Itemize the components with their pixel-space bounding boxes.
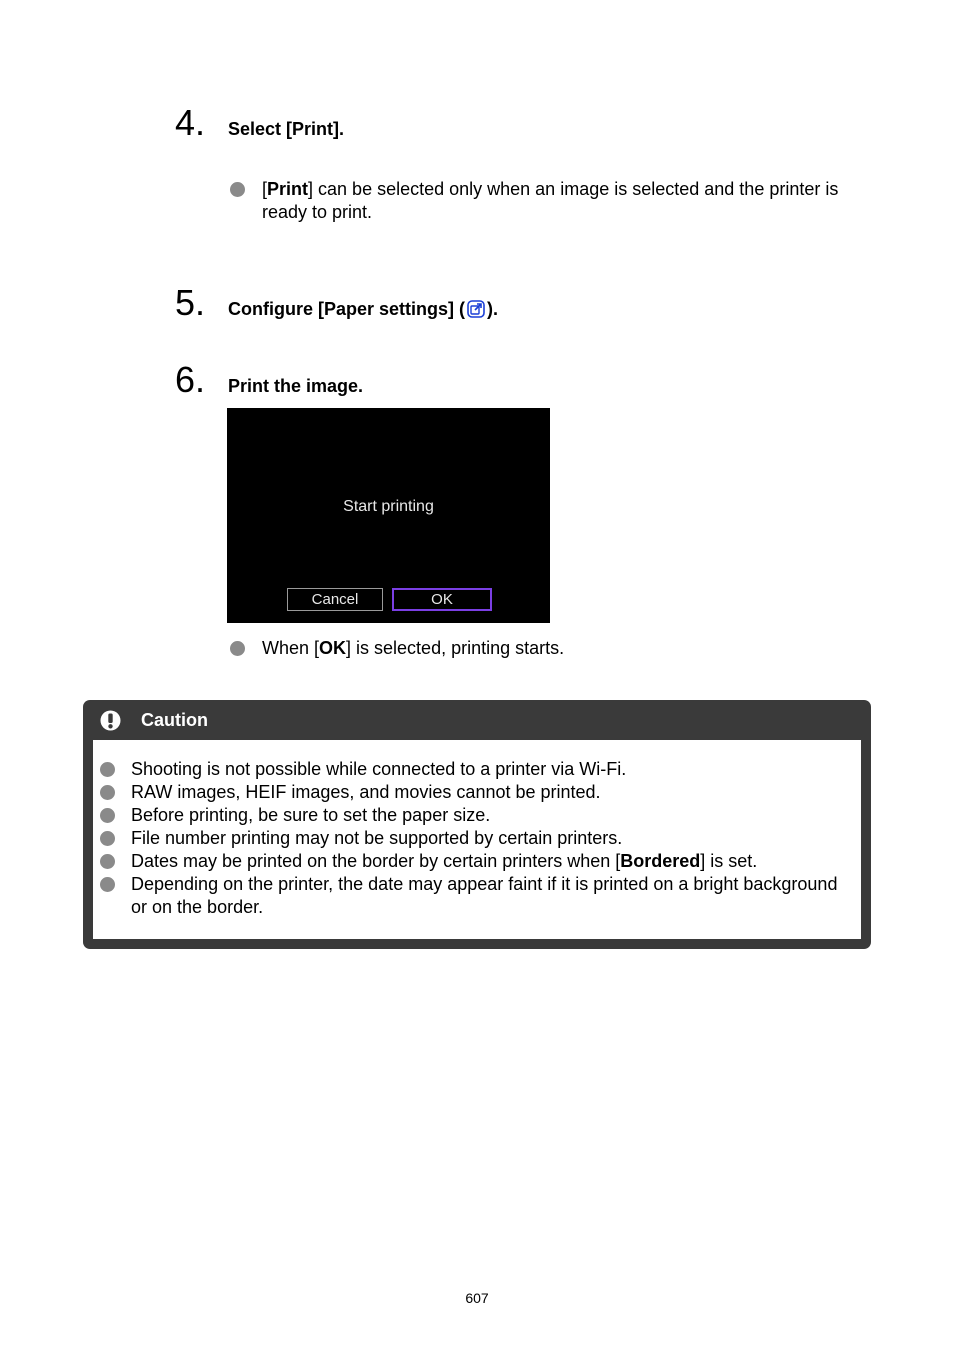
caution-list	[100, 758, 845, 919]
ok-button[interactable]: OK	[392, 588, 492, 611]
caution-box	[83, 700, 871, 949]
step-4-number: 4.	[175, 102, 206, 143]
print-label: Print	[267, 179, 309, 199]
page-number: 607	[465, 1290, 489, 1306]
list-item: Before printing, be sure to set the paper size.	[100, 804, 845, 827]
list-item: Depending on the printer, the date may appear faint if it is printed on a bright background or on the border.	[100, 873, 845, 919]
ok-label: OK	[319, 638, 347, 658]
camera-screen	[227, 408, 550, 623]
bullet-dot	[230, 641, 245, 656]
link-icon[interactable]	[467, 300, 485, 318]
screen-message: Start printing	[343, 498, 434, 515]
list-item: RAW images, HEIF images, and movies cannot be printed.	[100, 781, 845, 804]
bullet-dot	[230, 182, 245, 197]
list-item: Dates may be printed on the border by certain printers when [Bordered] is set.	[100, 850, 845, 873]
step-5-title: Configure [Paper settings] ( ).	[228, 299, 499, 319]
step-6-title: Print the image.	[228, 376, 364, 396]
step-6-note: When [OK] is selected, printing starts.	[230, 637, 870, 660]
caution-body	[93, 740, 861, 939]
list-item: File number printing may not be supported by certain printers.	[100, 827, 845, 850]
caution-icon	[100, 710, 121, 731]
caution-title: Caution	[141, 710, 208, 730]
step-5-number: 5.	[175, 282, 206, 323]
cancel-button[interactable]: Cancel	[287, 588, 383, 611]
caution-header	[83, 700, 871, 740]
step-4-title: Select [Print].	[228, 119, 345, 139]
step-4-note: [Print] can be selected only when an image is selected and the printer is ready to print.	[230, 178, 870, 224]
list-item: Shooting is not possible while connected to a printer via Wi-Fi.	[100, 758, 845, 781]
step-6-number: 6.	[175, 359, 206, 400]
bordered-label: Bordered	[620, 851, 701, 871]
